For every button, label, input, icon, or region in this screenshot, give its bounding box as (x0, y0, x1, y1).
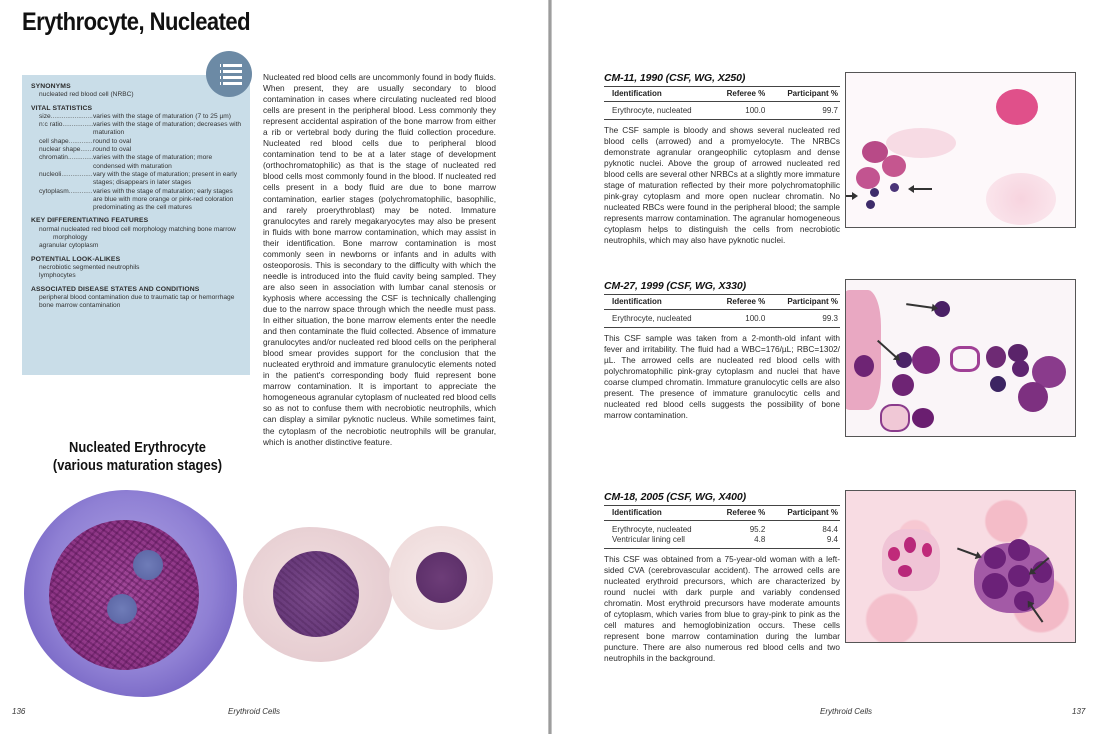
look-alike-item: necrobiotic segmented neutrophils (39, 263, 140, 271)
illustration-nucleolus (107, 594, 137, 624)
case-table (604, 86, 840, 120)
illustration-nucleus (273, 551, 359, 637)
running-footer: Erythroid Cells (228, 707, 281, 716)
figure-caption-line2: (various maturation stages) (52, 457, 223, 474)
case-table (604, 505, 840, 549)
illustration-early-nrbc (24, 490, 237, 697)
arrow-icon (912, 188, 932, 190)
synonyms-heading: SYNONYMS (31, 83, 71, 90)
vital-stat-key: cytoplasm ..... (31, 188, 93, 213)
cell-referee: 100.0 (709, 102, 767, 120)
vital-stat-value: varies with the stage of maturation (7 to 25 µm) (93, 112, 231, 120)
synonym-item: nucleated red blood cell (NRBC) (39, 91, 134, 99)
table-row (604, 521, 840, 536)
look-alikes-heading: POTENTIAL LOOK-ALIKES (31, 255, 121, 263)
cell-referee: 95.2 (749, 525, 766, 534)
vital-stat-value: round to oval (93, 146, 132, 154)
col-referee: Referee % (709, 506, 767, 521)
vital-stat-row (31, 121, 242, 138)
illustration-late-nrbc (389, 526, 493, 630)
col-participant: Participant % (767, 87, 840, 102)
disease-state-item: peripheral blood contamination due to traumatic tap or hemorrhage (39, 293, 235, 301)
cell-participant: 9.4 (767, 535, 840, 549)
micrograph-cm-18 (845, 490, 1076, 643)
arrow-icon (906, 303, 934, 309)
vital-stat-value: round to oval (93, 137, 132, 145)
cell-identification: Erythrocyte, nucleated (604, 310, 709, 328)
illustration-nucleolus (133, 550, 163, 580)
arrow-icon (957, 548, 978, 557)
vital-stat-key: size ..... (31, 113, 93, 121)
vital-stat-value: varies with the stage of maturation; more condensed with maturation (93, 154, 213, 170)
page-number: 136 (12, 707, 26, 716)
col-identification: Identification (604, 506, 709, 521)
cell-participant: 84.4 (822, 525, 838, 534)
col-participant: Participant % (767, 295, 840, 310)
table-row (604, 102, 840, 120)
col-identification: Identification (604, 295, 709, 310)
key-features-heading: KEY DIFFERENTIATING FEATURES (31, 217, 149, 225)
col-referee: Referee % (709, 295, 767, 310)
cell-identification: Ventricular lining cell (604, 535, 709, 549)
case-title: CM-11, 1990 (CSF, WG, X250) (604, 72, 746, 84)
illustration-nucleus (416, 552, 467, 603)
summary-sidebar (22, 75, 250, 375)
vital-stat-key: chromatin ..... (31, 154, 93, 171)
key-feature-item: normal nucleated red blood cell morphology matching bone marrow morphology (39, 225, 236, 242)
vital-stat-value: varies with the stage of maturation; early stages are blue with more orange or pink-red coloration predominating as the cell matures (93, 187, 234, 212)
list-icon (206, 51, 252, 97)
vital-stat-row (31, 154, 242, 171)
illustration-mid-nrbc (243, 527, 393, 662)
vital-stat-key: n:c ratio ..... (31, 121, 93, 138)
key-feature-item: agranular cytoplasm (39, 242, 99, 250)
figure-caption (45, 439, 230, 475)
case-cm-18 (604, 491, 840, 664)
case-description: The CSF sample is bloody and shows several nucleated red blood cells (arrowed) and a promyelocyte. The NRBCs demonstrate agranular orangeophilic cytoplasm and dense pyknotic nuclei. Above the group of arrowed nucleated red blood cells are several other NRBCs at a slightly more immature stage of maturation reflected by their more polychromatophilic pink-gray cytoplasm and more open nuclear chromatin. No nucleated RBCs were found in the peripheral blood; the sample represents marrow contamination. The agranular homogeneous cytoplasm helps to distinguish the cells from necrobiotic neutrophils, which may also have pyknotic nuclei. (604, 125, 840, 246)
vital-stat-key: nuclear shape ..... (31, 146, 93, 154)
case-cm-27 (604, 280, 840, 421)
case-title: CM-27, 1999 (CSF, WG, X330) (604, 280, 747, 292)
col-referee: Referee % (709, 87, 767, 102)
disease-state-item: bone marrow contamination (39, 302, 121, 310)
look-alike-item: lymphocytes (39, 272, 76, 280)
case-title: CM-18, 2005 (CSF, WG, X400) (604, 491, 747, 503)
vital-stat-row (31, 146, 242, 154)
vital-stat-row (31, 138, 242, 146)
vital-stat-value: vary with the stage of maturation; present in early stages; disappears in later stages (93, 170, 238, 187)
case-table (604, 294, 840, 328)
cell-referee: 100.0 (709, 310, 767, 328)
vital-stat-value: varies with the stage of maturation; decreases with maturation (93, 121, 242, 137)
vital-stat-key: nucleoli ..... (31, 171, 93, 188)
micrograph-cm-27 (845, 279, 1076, 437)
cell-participant: 99.3 (767, 310, 840, 328)
disease-states-heading: ASSOCIATED DISEASE STATES AND CONDITIONS (31, 285, 200, 293)
page-number: 137 (1072, 707, 1086, 716)
vital-statistics-heading: VITAL STATISTICS (31, 104, 93, 112)
cell-identification: Erythrocyte, nucleated (604, 102, 709, 120)
running-footer: Erythroid Cells (820, 707, 873, 716)
case-cm-11 (604, 72, 840, 247)
vital-stat-key: cell shape ..... (31, 138, 93, 146)
case-description: This CSF sample was taken from a 2-month-old infant with fever and irritability. The fluid had a WBC=176/µL; RBC=1302/µL. The arrowed cells are nucleated red blood cells with polychromatophilic pink-gray cytoplasm and nuclei that have coarse clumped chromatin. Immature granulocytic cells are also present. The presence of immature granulocytic cells and nucleated red blood cells suggests the possibility of bone marrow contamination. (604, 333, 840, 421)
col-identification: Identification (604, 87, 709, 102)
arrow-icon (845, 195, 854, 197)
table-row (604, 535, 840, 549)
vital-stat-row (31, 171, 242, 188)
vital-stat-row (31, 188, 242, 213)
cell-identification: Erythrocyte, nucleated (612, 525, 692, 534)
micrograph-cm-11 (845, 72, 1076, 228)
right-page (552, 0, 1100, 734)
cell-participant: 99.7 (767, 102, 840, 120)
body-text: Nucleated red blood cells are uncommonly found in body fluids. When present, they are usually secondary to blood contamination in cases where circulating nucleated red blood cells are present in the peripheral blood. Less commonly they represent accidental aspiration of the bone marrow from either a rib or vertebral body during the fluid collection procedure. Nucleated red blood cells due to peripheral blood contamination tend to be at a later stage of development (orthochromatophilic) as that is the stage of nucleated red blood cells most commonly found in the blood. If nucleated red cells present in a body fluid are due to bone marrow contamination, earlier stages (polychromatophilic, basophilic, and rarely proerythroblast) may be noted. Immature granulocytes and rarely megakaryocytes may also be present in fluids with bone marrow contamination, which may assist in their identification. Bone marrow contamination is most commonly seen in newborns or infants and in adults with osteoporosis. This is secondary to the difficulty with which the needle is introduced into the fluid cavity being sampled. They are also seen in association with lumbar canal stenosis or kyphosis where accessing the CSF is technically challenging due to the narrow space through which the needle must pass. In either situation, the bone marrow elements enter the needle and then contaminate the fluid collected. Absence of immature granulocytes and/or nucleated red blood cells on the peripheral blood smear provides support for the conclusion that the nucleated erythroid and immature granulocytic elements noted in the patient's corresponding body fluid represent bone marrow contamination. It is important to appreciate the homogeneous agranular cytoplasm of nucleated red blood cells so as not to confuse them with necrobiotic neutrophils, which can display a similar pyknotic nucleus. While sometimes faint, the cytoplasm of the necrobiotic neutrophils will be granular, which is another distinctive feature. (263, 72, 496, 447)
cell-referee: 4.8 (709, 535, 767, 549)
col-participant: Participant % (767, 506, 840, 521)
case-description: This CSF was obtained from a 75-year-old woman with a left-sided CVA (cerebrovascular accident). The arrowed cells are nucleated erythroid precursors, which are characterized by round nuclei with dark purple and variably condensed chromatin. Most erythroid precursors have moderate amounts of cytoplasm, which varies from blue to gray-pink to pink as the cell matures and hemoglobinization occurs. These cells represent bone marrow contamination during the lumbar puncture. There are also numerous red blood cells and two neutrophils in the background. (604, 554, 840, 664)
left-page (0, 0, 548, 734)
figure-caption-line1: Nucleated Erythrocyte (69, 439, 206, 456)
page-title: Erythrocyte, Nucleated (22, 8, 251, 36)
illustration-nucleus (49, 520, 199, 670)
table-row (604, 310, 840, 328)
vital-stat-row (31, 113, 242, 121)
